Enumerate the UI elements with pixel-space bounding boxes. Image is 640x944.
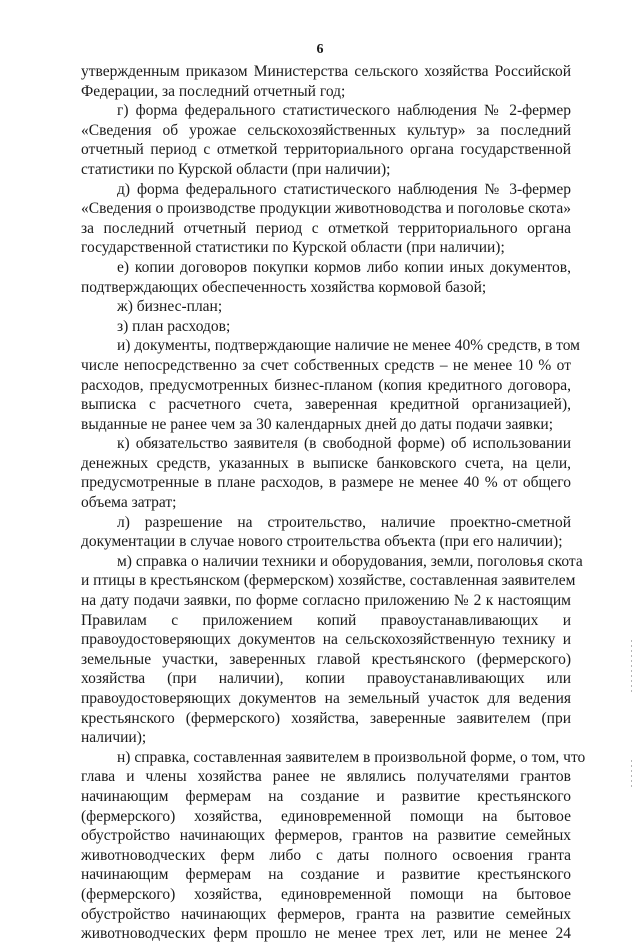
- text-line: обустройство начинающих фермеров, гранта на развитие семейных: [81, 905, 571, 923]
- text-line: документации в случае нового строительства объекта (при его наличии);: [81, 533, 563, 551]
- scan-edge-mark: [631, 640, 632, 695]
- text-line: глава и члены хозяйства ранее не являлись получателями грантов: [81, 768, 571, 786]
- text-line: объема затрат;: [81, 494, 177, 512]
- text-line: числе непосредственно за счет собственных средств – не менее 10 % от: [81, 356, 571, 374]
- text-line: л) разрешение на строительство, наличие проектно-сметной: [117, 513, 571, 531]
- text-line: «Сведения о производстве продукции животноводства и поголовье скота»: [81, 200, 571, 218]
- text-line: д) форма федерального статистического наблюдения № 3-фермер: [117, 180, 571, 198]
- text-line: выписка с расчетного счета, заверенная кредитной организацией),: [81, 396, 571, 414]
- text-line: (фермерского) хозяйства, единовременной помощи на бытовое: [81, 885, 571, 903]
- text-line: ж) бизнес-план;: [117, 298, 223, 316]
- text-line: статистики по Курской области (при наличии);: [81, 160, 391, 178]
- text-line: и) документы, подтверждающие наличие не менее 40% средств, в том: [117, 337, 580, 355]
- text-line: г) форма федерального статистического наблюдения № 2-фермер: [117, 102, 571, 120]
- document-body: [81, 62, 586, 944]
- text-line: на дату подачи заявки, по форме согласно приложению № 2 к настоящим: [81, 592, 571, 610]
- text-line: обустройство начинающих фермеров, грантов на развитие семейных: [81, 827, 571, 845]
- text-line: н) справка, составленная заявителем в произвольной форме, о том, что: [117, 748, 586, 766]
- text-line: правоудостоверяющих документов на сельскохозяйственную технику и: [81, 631, 571, 649]
- text-line: Федерации, за последний отчетный год;: [81, 82, 346, 100]
- text-line: начинающим фермерам на создание и развитие крестьянского: [81, 866, 571, 884]
- text-line: «Сведения об урожае сельскохозяйственных культур» за последний: [81, 121, 571, 139]
- text-line: хозяйства (при наличии), копии правоустанавливающих или: [81, 670, 571, 688]
- text-line: утвержденным приказом Министерства сельского хозяйства Российской: [81, 63, 571, 80]
- text-line: е) копии договоров покупки кормов либо копии иных документов,: [117, 258, 571, 276]
- text-line: з) план расходов;: [117, 317, 231, 335]
- text-line: наличии);: [81, 729, 147, 747]
- scan-edge-mark: [631, 760, 632, 790]
- text-line: животноводческих ферм либо с даты полного освоения гранта: [81, 846, 571, 864]
- text-line: подтверждающих обеспеченность хозяйства кормовой базой;: [81, 278, 487, 296]
- text-line: выданные не ранее чем за 30 календарных дней до даты подачи заявки;: [81, 415, 554, 433]
- text-line: м) справка о наличии техники и оборудования, земли, поголовья скота: [117, 552, 583, 570]
- text-line: к) обязательство заявителя (в свободной форме) об использовании: [117, 435, 571, 453]
- page-number: 6: [316, 42, 324, 57]
- text-line: правоудостоверяющих документов на земельный участок для ведения: [81, 690, 571, 707]
- text-line: Правилам с приложением копий правоустанавливающих и: [81, 611, 571, 629]
- text-line: расходов, предусмотренных бизнес-планом (копия кредитного договора,: [81, 376, 571, 394]
- text-line: крестьянского (фермерского) хозяйства, заверенные заявителем (при: [81, 709, 571, 727]
- text-line: отчетный период с отметкой территориального органа государственной: [81, 141, 571, 159]
- text-line: предусмотренные в плане расходов, в размере не менее 40 % от общего: [81, 474, 571, 492]
- text-line: и птицы в крестьянском (фермерском) хозяйстве, составленная заявителем: [81, 572, 576, 590]
- text-line: земельные участки, заверенных главой крестьянского (фермерского): [81, 650, 571, 668]
- text-line: начинающим фермерам на создание и развитие крестьянского: [81, 787, 571, 805]
- text-line: за последний отчетный период с отметкой территориального органа: [81, 219, 571, 237]
- text-line: животноводческих ферм прошло не менее трех лет, или не менее 24: [81, 925, 571, 943]
- text-line: денежных средств, указанных в выписке банковского счета, на цели,: [81, 454, 571, 472]
- text-line: государственной статистики по Курской области (при наличии);: [81, 239, 505, 257]
- text-line: (фермерского) хозяйства, единовременной помощи на бытовое: [81, 807, 571, 825]
